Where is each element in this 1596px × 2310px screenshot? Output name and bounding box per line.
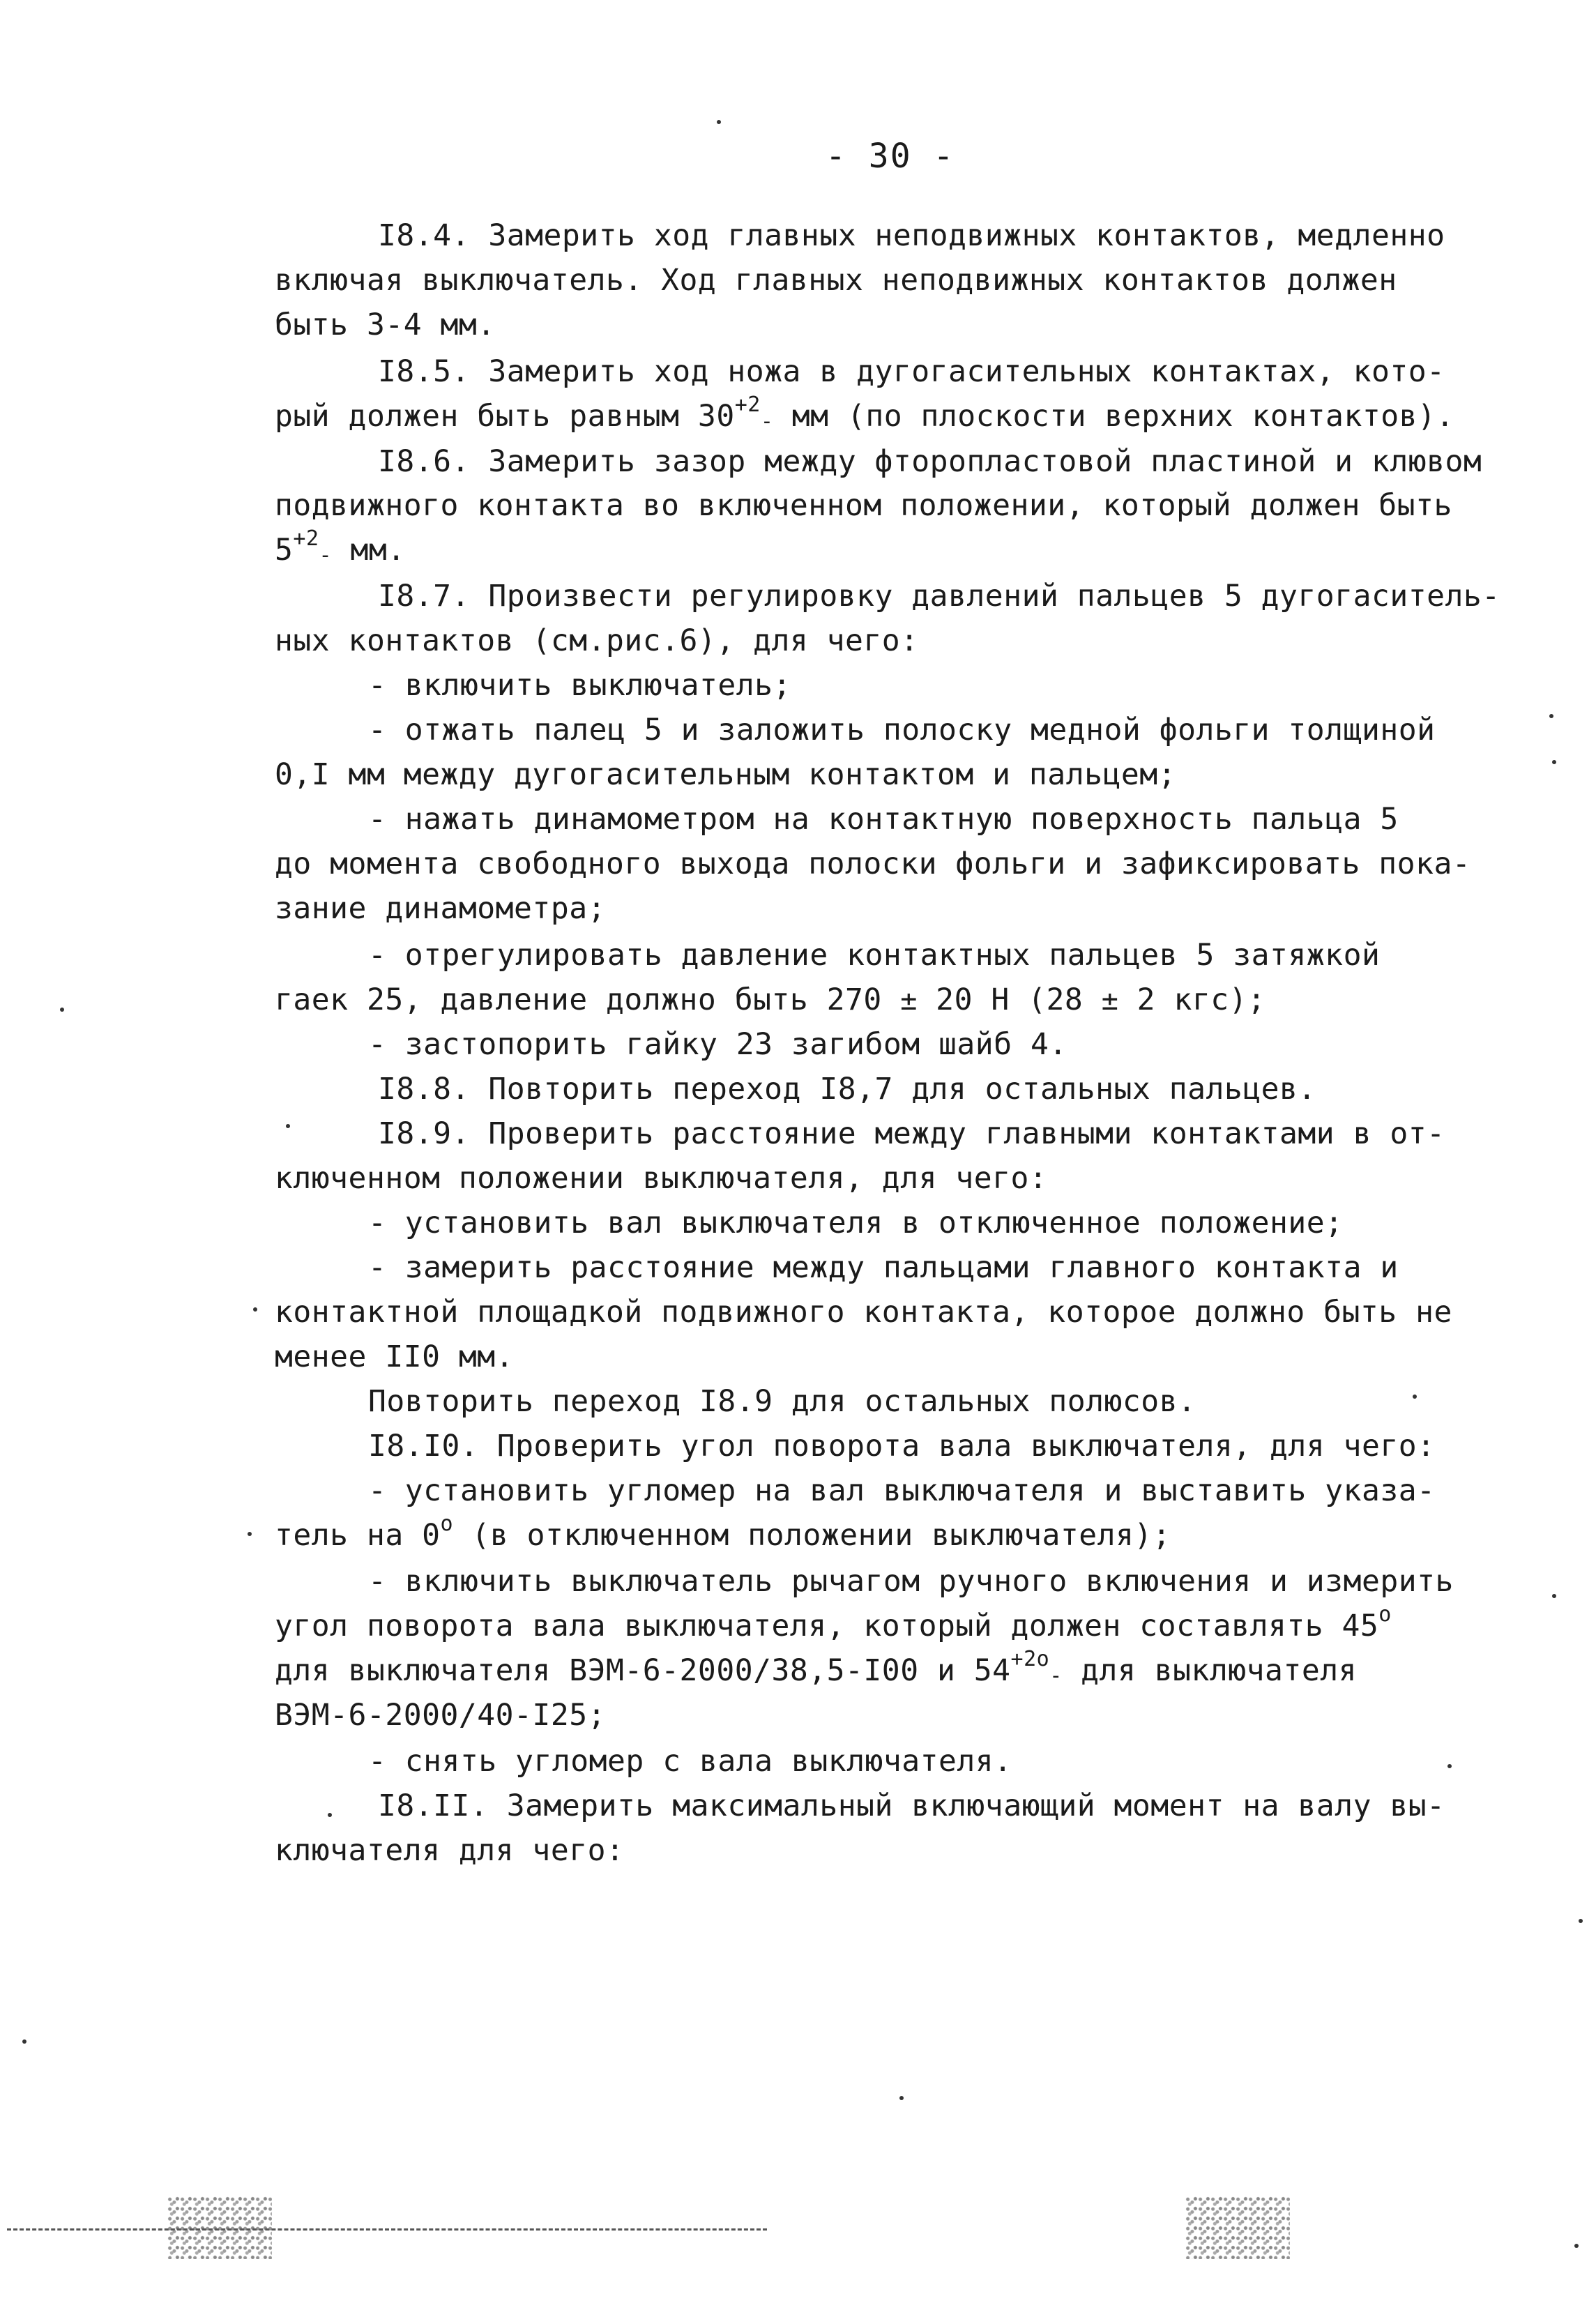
text-line [275, 1602, 1392, 1644]
degree-superscript: о [1378, 1602, 1392, 1627]
text-line [275, 1512, 1171, 1553]
text-fragment: быть 3-4 мм. [275, 307, 496, 342]
scan-speck [328, 1813, 332, 1817]
text-line [275, 1160, 1047, 1196]
tolerance-subscript: - [1049, 1664, 1063, 1688]
scan-speck [1552, 760, 1556, 764]
scan-speck [22, 2039, 26, 2044]
text-line [275, 1832, 624, 1869]
text-fragment: I8.7. Произвести регулировку давлений пальцев 5 дугогаситель- [378, 579, 1500, 614]
text-fragment: гаек 25, давление должно быть 270 [275, 982, 901, 1017]
text-fragment: (в отключенном положении выключателя); [453, 1518, 1171, 1553]
text-line [275, 890, 606, 927]
scan-speck [717, 120, 721, 124]
text-line [368, 937, 1380, 973]
text-line [368, 712, 1436, 748]
text-line [368, 1249, 1399, 1286]
text-fragment: I8.II. Замерить максимальный включающий момент на валу вы- [378, 1788, 1445, 1823]
scan-speck [1574, 2244, 1579, 2248]
text-fragment: мм (по плоскости верхних контактов). [773, 399, 1454, 434]
text-line [378, 1788, 1445, 1824]
degree-superscript: о [440, 1512, 454, 1536]
tolerance-superscript: +2 [734, 393, 761, 417]
text-fragment: - включить выключатель; [368, 668, 791, 703]
scan-speck [1552, 1594, 1556, 1598]
text-line [368, 801, 1399, 837]
scan-speck [286, 1124, 290, 1128]
text-fragment: 5 [275, 533, 294, 568]
text-fragment: Повторить переход I8.9 для остальных полюсов. [368, 1384, 1196, 1419]
text-fragment: - замерить расстояние между пальцами главного контакта и [368, 1250, 1399, 1285]
text-line [275, 982, 1266, 1019]
text-fragment: для выключателя [1062, 1653, 1357, 1688]
text-fragment: мм. [332, 533, 406, 568]
text-line [275, 846, 1470, 882]
text-line [368, 1743, 1012, 1779]
tolerance-superscript: +2о [1010, 1647, 1050, 1671]
text-fragment: менее II0 мм. [275, 1339, 515, 1374]
text-fragment: ключенном положении выключателя, для чего: [275, 1161, 1048, 1196]
text-fragment: ВЭМ-6-2000/40-I25; [275, 1698, 606, 1733]
text-line [378, 1071, 1316, 1107]
text-line [275, 307, 496, 343]
text-fragment: до момента свободного выхода полоски фольги и зафиксировать пока- [275, 846, 1471, 881]
plus-minus-sign: ± [1101, 985, 1119, 1017]
scan-footer-line [7, 2228, 767, 2231]
text-fragment: I8.5. Замерить ход ножа в дугогасительных контактах, кото- [378, 354, 1445, 389]
text-fragment: подвижного контакта во включенном положении, который должен быть [275, 488, 1452, 523]
text-line [275, 757, 1176, 793]
text-fragment: - установить вал выключателя в отключенное положение; [368, 1206, 1344, 1240]
text-line [275, 623, 919, 659]
text-fragment: I8.8. Повторить переход I8,7 для остальных пальцев. [378, 1072, 1316, 1107]
text-fragment: - нажать динамометром на контактную поверхность пальца 5 [368, 802, 1399, 837]
text-fragment: зание динамометра; [275, 891, 606, 926]
text-fragment: - отжать палец 5 и заложить полоску медной фольги толщиной [368, 713, 1436, 747]
scan-smudge [1185, 2196, 1290, 2259]
text-line [368, 1428, 1436, 1464]
text-fragment: включая выключатель. Ход главных неподвижных контактов должен [275, 263, 1397, 298]
text-line [275, 1339, 514, 1375]
text-line [378, 443, 1482, 480]
text-fragment: 20 Н (28 [917, 982, 1102, 1017]
text-fragment: 2 кгс); [1118, 982, 1266, 1017]
text-fragment: - включить выключатель рычагом ручного включения и измерить [368, 1564, 1454, 1599]
text-line [378, 218, 1445, 254]
text-line [275, 1697, 606, 1733]
text-line [275, 526, 406, 568]
text-line [275, 1647, 1357, 1689]
scan-speck [60, 1008, 64, 1012]
tolerance-subscript: - [760, 409, 774, 434]
text-line [275, 262, 1397, 298]
text-fragment: ключателя для чего: [275, 1833, 625, 1868]
scan-speck [1447, 1764, 1452, 1768]
text-fragment: ных контактов (см.рис.6), для чего: [275, 623, 919, 658]
text-fragment: контактной площадкой подвижного контакта, которое должно быть не [275, 1295, 1452, 1330]
text-fragment: для выключателя ВЭМ-6-2000/38,5-I00 и 54 [275, 1653, 1011, 1688]
text-fragment: - установить угломер на вал выключателя и выставить указа- [368, 1473, 1436, 1508]
text-line [368, 1026, 1067, 1063]
text-line [378, 354, 1445, 390]
text-fragment: I8.I0. Проверить угол поворота вала выключателя, для чего: [368, 1429, 1436, 1464]
text-line [275, 487, 1452, 524]
plus-minus-sign: ± [900, 985, 918, 1017]
text-fragment: рый должен быть равным 30 [275, 399, 735, 434]
tolerance-subscript: - [319, 543, 333, 568]
scan-smudge [167, 2196, 272, 2259]
text-line [378, 1116, 1445, 1152]
text-line [378, 578, 1500, 614]
text-line [368, 1473, 1436, 1509]
text-fragment: угол поворота вала выключателя, который должен составлять 45 [275, 1609, 1379, 1643]
scan-speck [899, 2096, 904, 2100]
text-fragment: I8.6. Замерить зазор между фторопластовой пластиной и клювом [378, 444, 1482, 479]
page-number: - 30 - [826, 137, 955, 176]
text-fragment: - снять угломер с вала выключателя. [368, 1744, 1012, 1779]
text-fragment: I8.9. Проверить расстояние между главными контактами в от- [378, 1116, 1445, 1151]
scan-speck [248, 1532, 252, 1536]
text-line [275, 393, 1454, 434]
text-line [275, 1294, 1452, 1330]
text-fragment: - застопорить гайку 23 загибом шайб 4. [368, 1027, 1067, 1062]
tolerance-superscript: +2 [293, 526, 319, 551]
scan-speck [253, 1307, 257, 1312]
text-fragment: тель на 0 [275, 1518, 441, 1553]
text-fragment: - отрегулировать давление контактных пальцев 5 затяжкой [368, 938, 1381, 973]
text-line [368, 1563, 1454, 1599]
text-fragment: 0,I мм между дугогасительным контактом и пальцем; [275, 757, 1177, 792]
text-line [368, 1205, 1344, 1241]
scan-speck [1413, 1395, 1417, 1399]
text-line [368, 1383, 1196, 1420]
text-line [368, 667, 791, 704]
scan-speck [1579, 1919, 1583, 1923]
scan-speck [1549, 714, 1553, 718]
text-fragment: I8.4. Замерить ход главных неподвижных контактов, медленно [378, 218, 1445, 253]
